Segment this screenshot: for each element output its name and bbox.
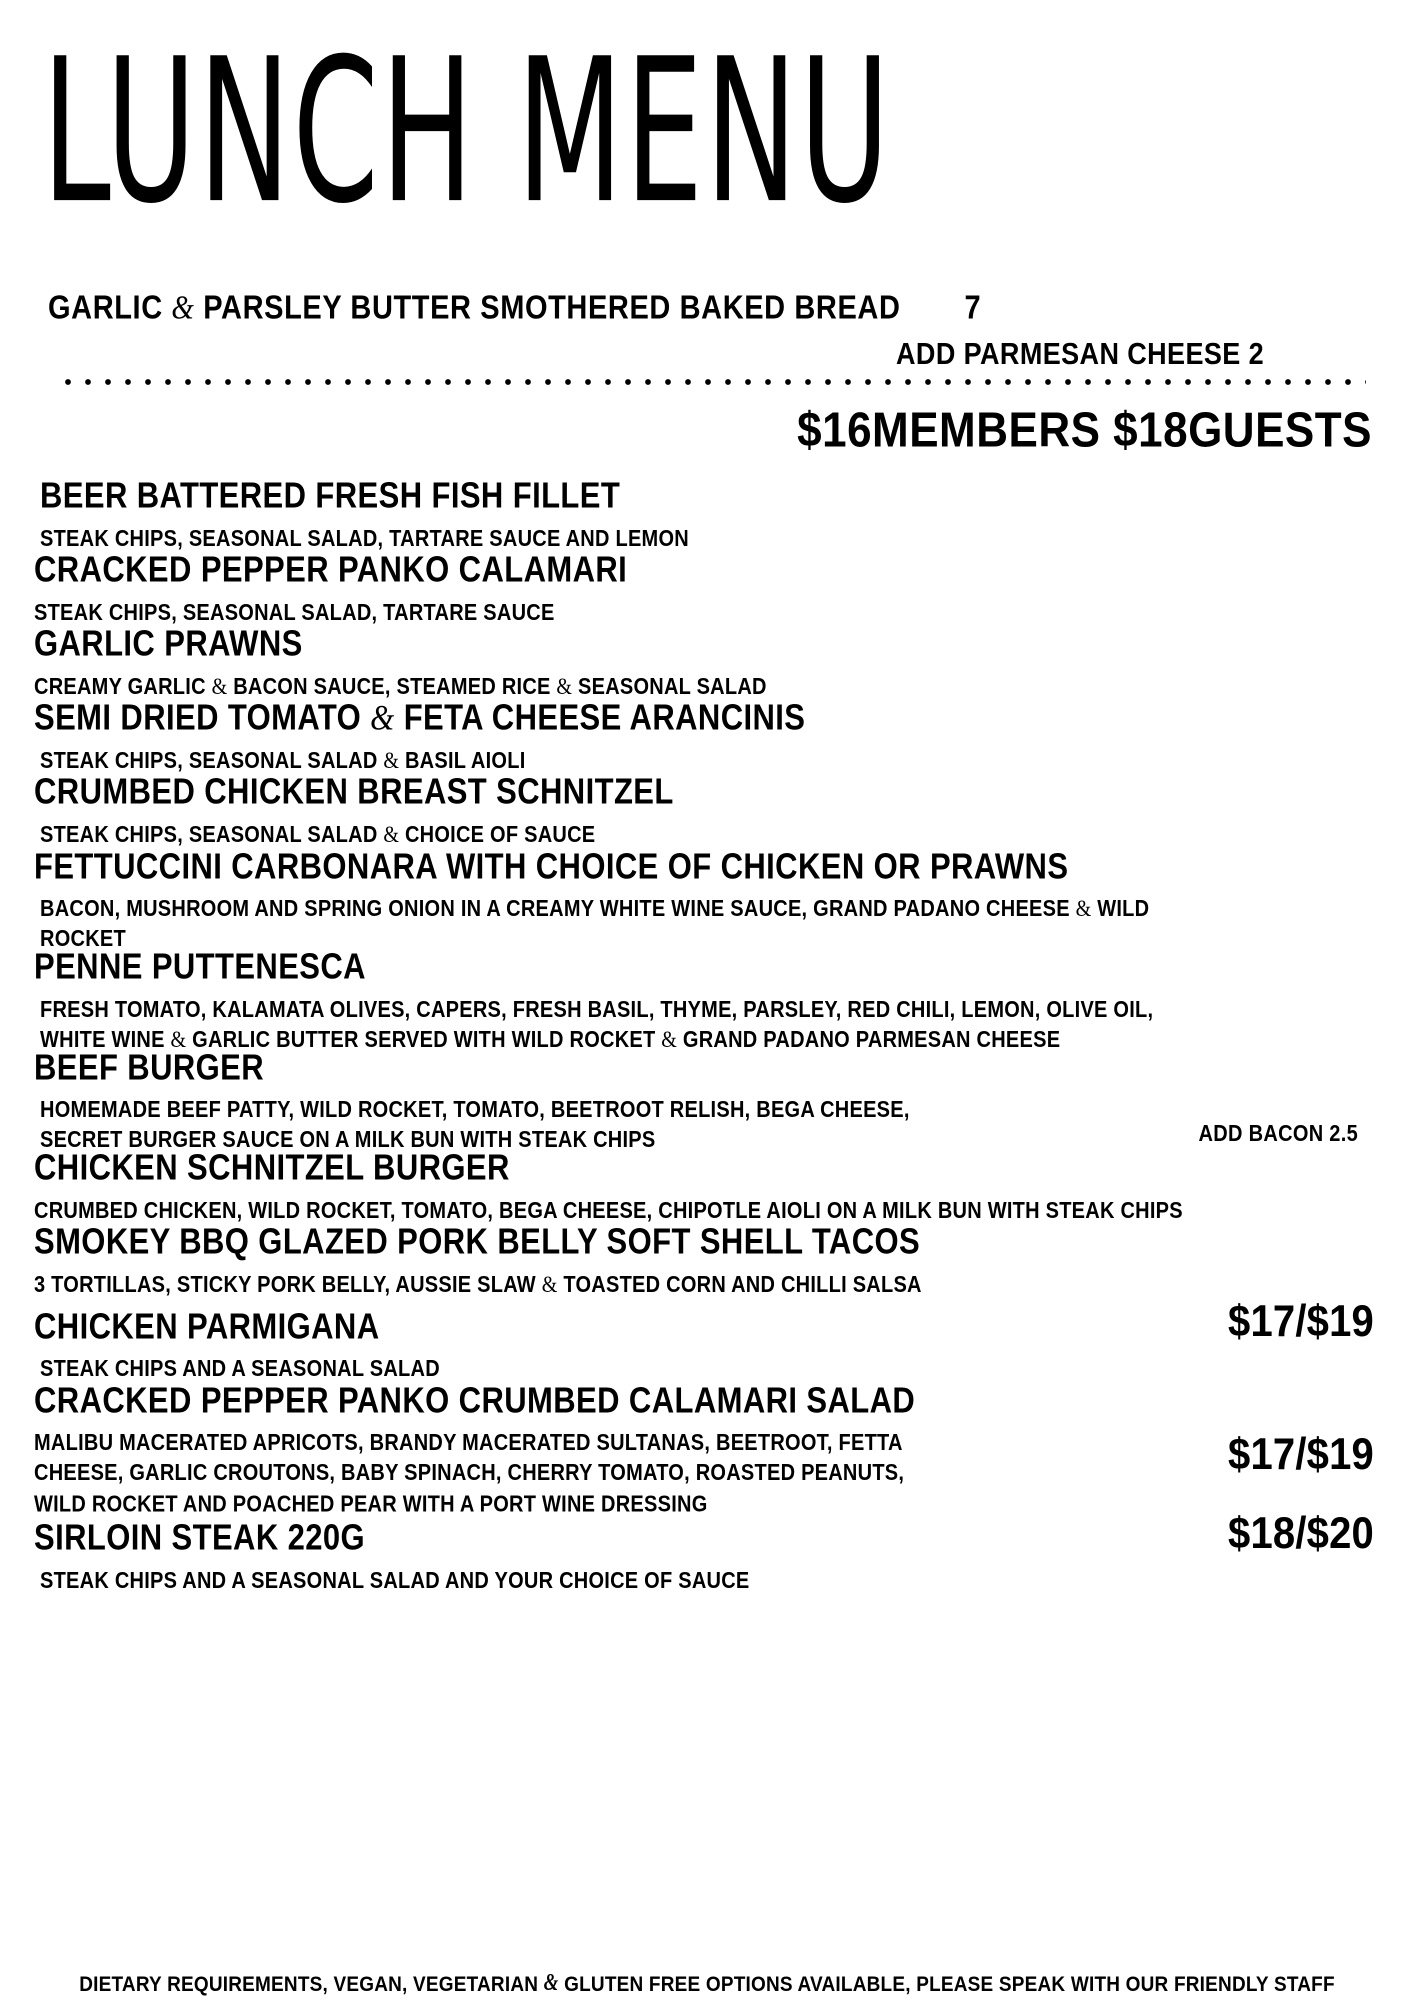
menu-item xyxy=(34,1046,1378,1154)
dotted-divider xyxy=(58,376,1366,388)
price-banner xyxy=(0,403,1414,458)
menu-item-price: $18/$20 xyxy=(1228,1508,1374,1558)
menu-item-head xyxy=(34,1146,1378,1189)
menu-item-name: FETTUCCINI CARBONARA WITH CHOICE OF CHICKEN OR PRAWNS xyxy=(34,845,1069,887)
menu-item-addon: ADD BACON 2.5 xyxy=(1198,1121,1358,1147)
menu-item-desc: STEAK CHIPS, SEASONAL SALAD, TARTARE SAUCE xyxy=(34,600,555,626)
menu-item-name: PENNE PUTTENESCA xyxy=(34,945,366,987)
menu-item xyxy=(34,845,1378,953)
entree-section xyxy=(0,289,1414,372)
menu-item-name: BEER BATTERED FRESH FISH FILLET xyxy=(40,474,621,516)
entree-row xyxy=(48,289,1374,327)
menu-item-desc: BACON, MUSHROOM AND SPRING ONION IN A CREAMY WHITE WINE SAUCE, GRAND PADANO CHEESE & WILD ROCKET xyxy=(40,896,1150,953)
ampersand-glyph: & xyxy=(383,822,400,848)
menu-item xyxy=(34,945,1378,1054)
menu-item-name: CHICKEN SCHNITZEL BURGER xyxy=(34,1146,510,1188)
ampersand-glyph: & xyxy=(541,1272,558,1298)
menu-item-desc: MALIBU MACERATED APRICOTS, BRANDY MACERATED SULTANAS, BEETROOT, FETTA CHEESE, GARLIC CROUTONS, BABY SPINACH, CHERRY TOMATO, ROASTED PEANUTS, WILD ROCKET AND POACHED PEAR WITH A PORT WINE DRESSING xyxy=(34,1430,905,1518)
ampersand-glyph: & xyxy=(1075,896,1092,923)
menu-item-head xyxy=(34,1221,1378,1263)
entree-name: GARLIC & PARSLEY BUTTER SMOTHERED BAKED BREAD xyxy=(48,289,901,327)
ampersand-glyph: & xyxy=(661,1027,678,1054)
menu-item-desc-row xyxy=(34,1421,1378,1518)
menu-item-desc: STEAK CHIPS, SEASONAL SALAD, TARTARE SAUCE AND LEMON xyxy=(40,526,689,552)
menu-item-desc: CREAMY GARLIC & BACON SAUCE, STEAMED RICE & SEASONAL SALAD xyxy=(34,674,767,700)
menu-item-head xyxy=(34,1508,1378,1559)
menu-item-head xyxy=(40,474,1378,517)
menu-item-name: SIRLOIN STEAK 220G xyxy=(34,1516,366,1558)
entree-addon: ADD PARMESAN CHEESE 2 xyxy=(896,336,1264,372)
menu-item-desc: CRUMBED CHICKEN, WILD ROCKET, TOMATO, BEGA CHEESE, CHIPOTLE AIOLI ON A MILK BUN WITH STEAK CHIPS xyxy=(34,1198,1183,1224)
menu-item-head xyxy=(34,1379,1378,1422)
menu-item-head xyxy=(34,1046,1378,1089)
menu-item-desc: STEAK CHIPS, SEASONAL SALAD & BASIL AIOLI xyxy=(40,748,526,774)
menu-item xyxy=(34,1221,1378,1298)
menu-item-name: CHICKEN PARMIGANA xyxy=(34,1305,380,1347)
menu-item xyxy=(34,771,1378,848)
ampersand-glyph: & xyxy=(556,674,573,700)
entree-addon-row xyxy=(48,336,1374,372)
menu-item-desc: HOMEMADE BEEF PATTY, WILD ROCKET, TOMATO, BEETROOT RELISH, BEGA CHEESE, SECRET BURGER SAUCE ON A MILK BUN WITH STEAK CHIPS xyxy=(40,1097,910,1154)
menu-item-price: $17/$19 xyxy=(1228,1296,1374,1347)
ampersand-glyph: & xyxy=(170,1027,187,1054)
menu-item-head xyxy=(34,623,1378,665)
menu-item-desc: STEAK CHIPS, SEASONAL SALAD & CHOICE OF SAUCE xyxy=(40,822,596,848)
menu-item-name: BEEF BURGER xyxy=(34,1046,265,1088)
menu-item xyxy=(34,549,1378,626)
menu-item-desc: 3 TORTILLAS, STICKY PORK BELLY, AUSSIE SLAW & TOASTED CORN AND CHILLI SALSA xyxy=(34,1272,922,1298)
menu-item-head xyxy=(34,945,1378,988)
menu-item xyxy=(34,623,1378,700)
menu-item xyxy=(34,1296,1378,1383)
menu-item-name: GARLIC PRAWNS xyxy=(34,623,303,665)
ampersand-glyph: & xyxy=(383,748,400,774)
menu-item-desc: STEAK CHIPS AND A SEASONAL SALAD AND YOUR CHOICE OF SAUCE xyxy=(40,1567,750,1594)
ampersand-glyph: & xyxy=(543,1969,559,1997)
page-title: LUNCH MENU xyxy=(42,16,892,249)
ampersand-glyph: & xyxy=(370,697,395,739)
menu-item xyxy=(34,1379,1378,1518)
menu-item-desc: STEAK CHIPS AND A SEASONAL SALAD xyxy=(40,1356,440,1383)
menu-item-name: SEMI DRIED TOMATO & FETA CHEESE ARANCINIS xyxy=(34,697,806,739)
menu-list xyxy=(0,474,1414,1594)
menu-item xyxy=(34,1146,1378,1224)
menu-item xyxy=(34,1508,1378,1594)
footer-note: DIETARY REQUIREMENTS, VEGAN, VEGETARIAN & GLUTEN FREE OPTIONS AVAILABLE, PLEASE SPEAK WITH OUR FRIENDLY STAFF xyxy=(79,1969,1335,1997)
menu-item-head xyxy=(34,697,1378,739)
menu-item-price: $17/$19 xyxy=(1228,1429,1374,1479)
menu-page xyxy=(0,16,1414,2000)
menu-item xyxy=(34,474,1378,552)
menu-item-name: CRACKED PEPPER PANKO CRUMBED CALAMARI SALAD xyxy=(34,1379,916,1421)
menu-item-head xyxy=(34,549,1378,591)
price-banner-text: $16MEMBERS $18GUESTS xyxy=(797,403,1372,458)
menu-item-desc: FRESH TOMATO, KALAMATA OLIVES, CAPERS, FRESH BASIL, THYME, PARSLEY, RED CHILI, LEMON, OLIVE OIL, WHITE WINE & GARLIC BUTTER SERVED WITH WILD ROCKET & GRAND PADANO PARMESAN CHEESE xyxy=(40,997,1154,1054)
menu-item xyxy=(34,697,1378,774)
entree-price: 7 xyxy=(964,289,981,327)
menu-item-name: SMOKEY BBQ GLAZED PORK BELLY SOFT SHELL TACOS xyxy=(34,1221,921,1263)
menu-item-name: CRACKED PEPPER PANKO CALAMARI xyxy=(34,549,628,590)
ampersand-glyph: & xyxy=(211,674,228,700)
menu-item-head xyxy=(34,771,1378,813)
menu-item-head xyxy=(34,1296,1378,1347)
menu-item-head xyxy=(34,845,1378,888)
footer xyxy=(0,1969,1414,1998)
menu-item-name: CRUMBED CHICKEN BREAST SCHNITZEL xyxy=(34,771,674,813)
ampersand-glyph: & xyxy=(171,289,195,327)
menu-item-desc-row xyxy=(34,1088,1378,1154)
